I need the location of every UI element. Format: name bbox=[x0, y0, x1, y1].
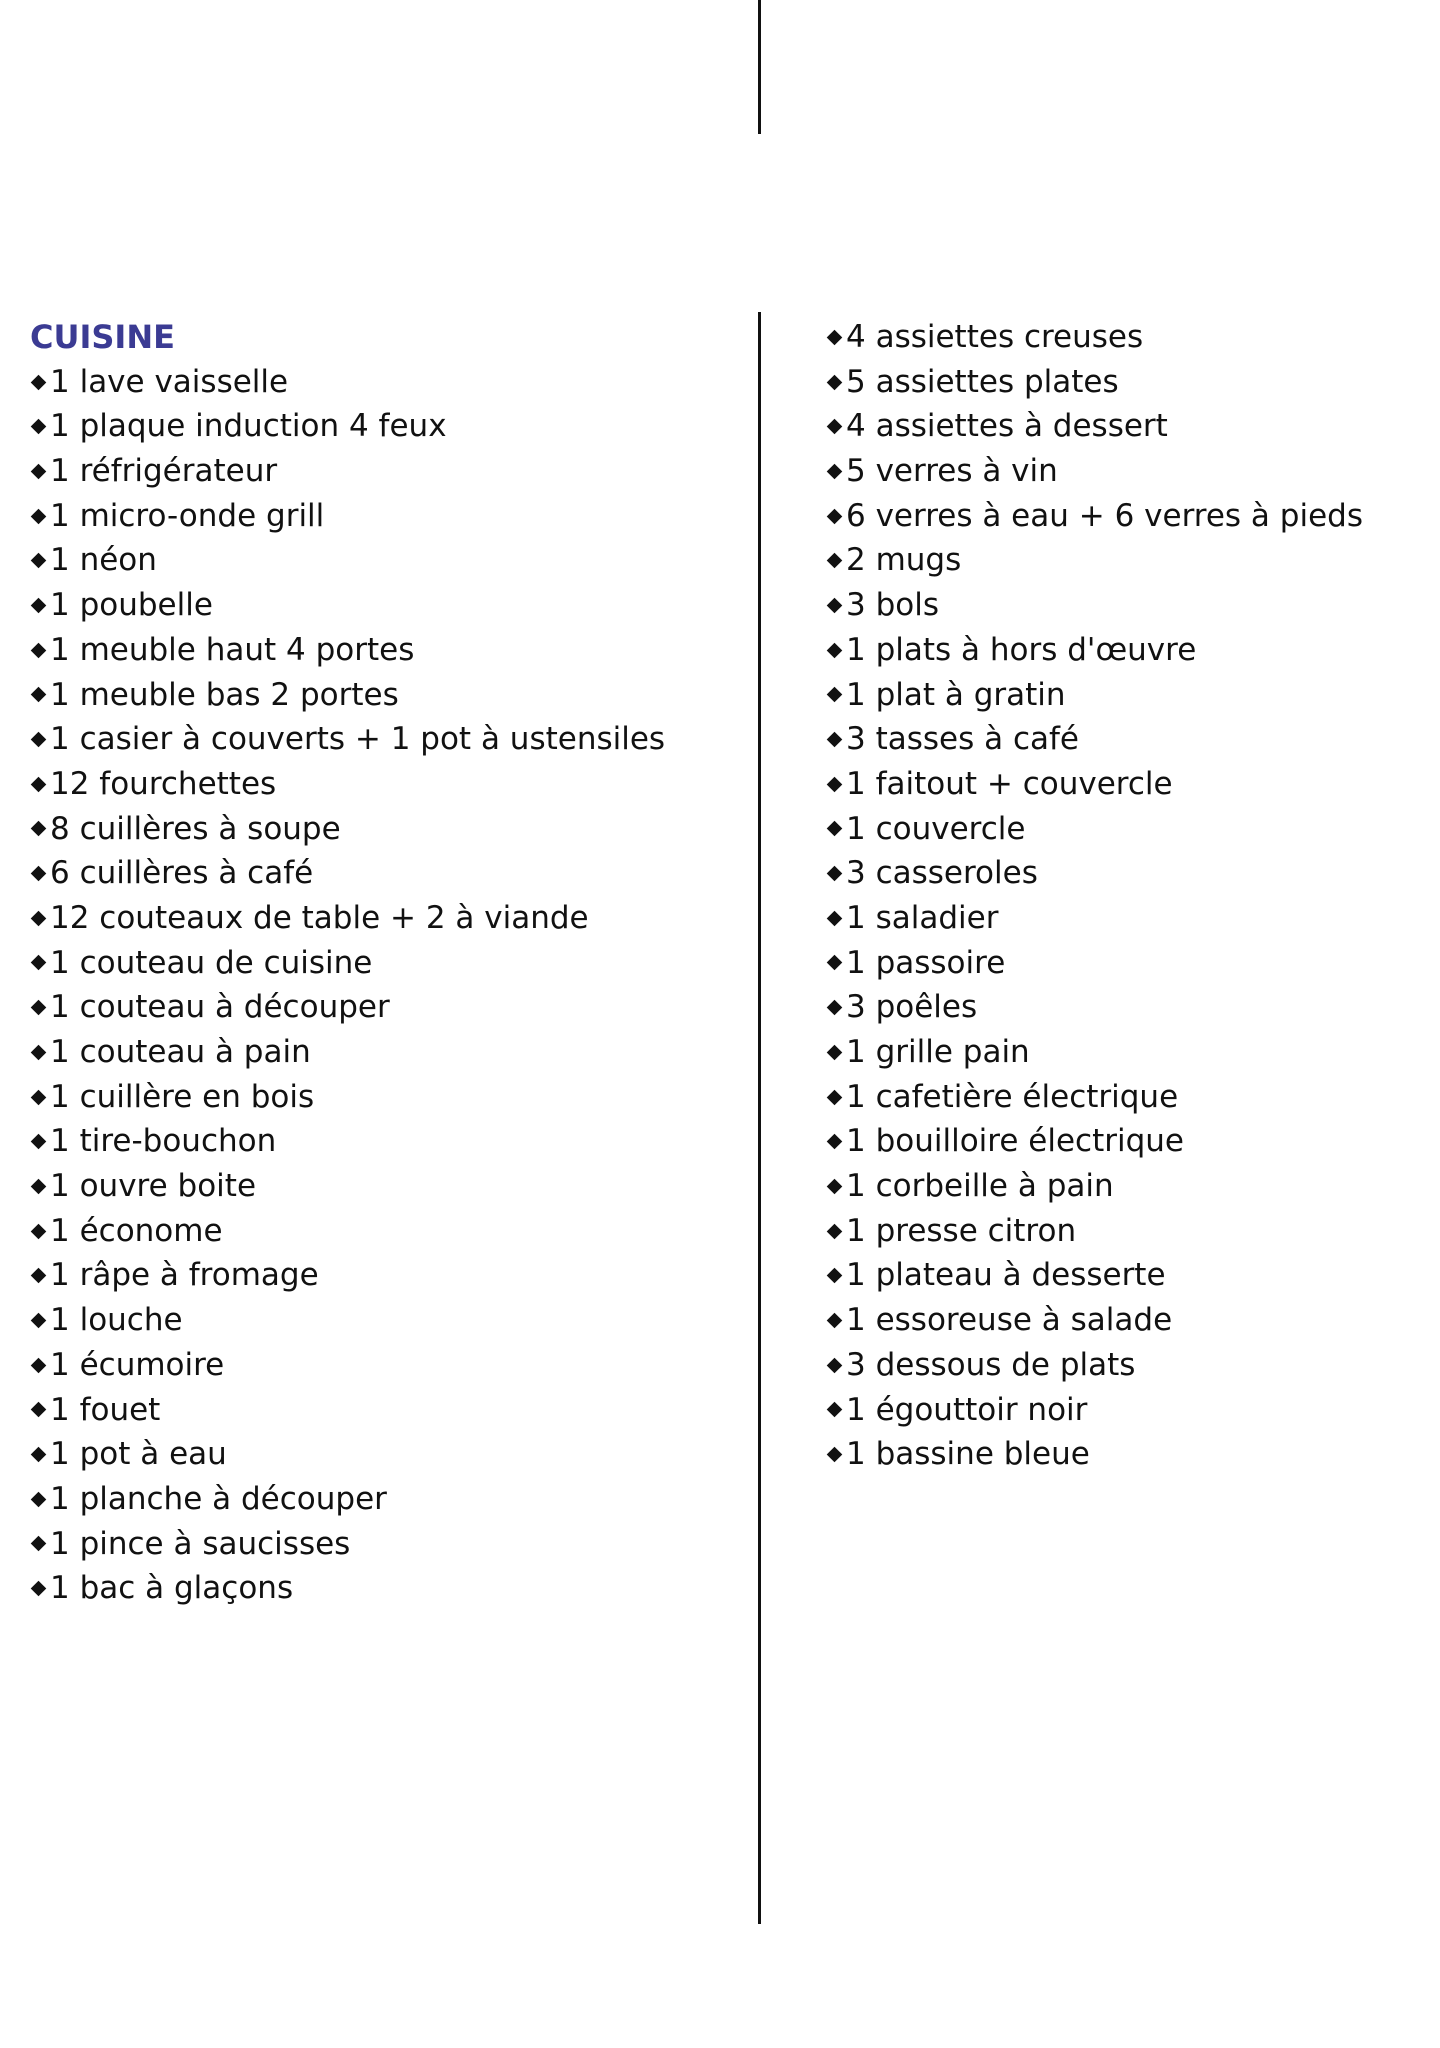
list-item bbox=[826, 1253, 1426, 1298]
list-item-text: 3 bols bbox=[846, 587, 939, 624]
diamond-bullet-icon bbox=[827, 732, 843, 748]
list-item bbox=[30, 1432, 740, 1477]
list-item bbox=[826, 1209, 1426, 1254]
list-item-text: 1 plat à gratin bbox=[846, 676, 1066, 713]
diamond-bullet-icon bbox=[31, 866, 47, 882]
list-item-text: 5 verres à vin bbox=[846, 453, 1058, 490]
list-item bbox=[30, 985, 740, 1030]
diamond-bullet-icon bbox=[31, 1447, 47, 1463]
list-item bbox=[826, 1298, 1426, 1343]
list-item bbox=[30, 1119, 740, 1164]
list-item bbox=[826, 717, 1426, 762]
diamond-bullet-icon bbox=[827, 1357, 843, 1373]
diamond-bullet-icon bbox=[827, 776, 843, 792]
list-item bbox=[30, 673, 740, 718]
list-item bbox=[30, 538, 740, 583]
list-item-text: 1 égouttoir noir bbox=[846, 1391, 1088, 1428]
list-item bbox=[30, 1209, 740, 1254]
list-item-text: 12 couteaux de table + 2 à viande bbox=[50, 899, 589, 936]
list-item-text: 1 couteau à découper bbox=[50, 989, 390, 1026]
diamond-bullet-icon bbox=[31, 1134, 47, 1150]
diamond-bullet-icon bbox=[31, 374, 47, 390]
list-item bbox=[826, 1432, 1426, 1477]
list-item-text: 1 corbeille à pain bbox=[846, 1168, 1114, 1205]
list-item bbox=[30, 896, 740, 941]
list-item-text: 3 dessous de plats bbox=[846, 1346, 1136, 1383]
list-item bbox=[826, 896, 1426, 941]
list-item-text: 1 cafetière électrique bbox=[846, 1078, 1179, 1115]
list-item bbox=[30, 628, 740, 673]
diamond-bullet-icon bbox=[31, 1313, 47, 1329]
list-item-text: 1 micro-onde grill bbox=[50, 497, 325, 534]
list-item bbox=[826, 360, 1426, 405]
list-item-text: 1 bac à glaçons bbox=[50, 1570, 294, 1607]
list-item bbox=[826, 851, 1426, 896]
list-item-text: 8 cuillères à soupe bbox=[50, 810, 341, 847]
list-item bbox=[826, 1388, 1426, 1433]
diamond-bullet-icon bbox=[31, 776, 47, 792]
list-item bbox=[826, 404, 1426, 449]
list-item-text: 1 louche bbox=[50, 1302, 183, 1339]
diamond-bullet-icon bbox=[31, 1536, 47, 1552]
list-item-text: 1 lave vaisselle bbox=[50, 363, 289, 400]
list-item-text: 6 cuillères à café bbox=[50, 855, 314, 892]
list-item bbox=[30, 1298, 740, 1343]
section-heading: CUISINE bbox=[30, 318, 175, 356]
list-item-text: 1 couteau de cuisine bbox=[50, 944, 373, 981]
diamond-bullet-icon bbox=[827, 866, 843, 882]
diamond-bullet-icon bbox=[31, 1402, 47, 1418]
diamond-bullet-icon bbox=[31, 1581, 47, 1597]
list-item bbox=[826, 762, 1426, 807]
diamond-bullet-icon bbox=[827, 1000, 843, 1016]
list-item-text: 3 tasses à café bbox=[846, 721, 1079, 758]
diamond-bullet-icon bbox=[31, 419, 47, 435]
diamond-bullet-icon bbox=[827, 911, 843, 927]
list-item-text: 4 assiettes creuses bbox=[846, 319, 1144, 355]
list-item bbox=[30, 404, 740, 449]
diamond-bullet-icon bbox=[827, 1402, 843, 1418]
list-item-text: 1 tire-bouchon bbox=[50, 1123, 277, 1160]
list-item-text: 1 planche à découper bbox=[50, 1480, 387, 1517]
list-item bbox=[30, 1522, 740, 1567]
left-column bbox=[30, 315, 740, 1611]
list-item-text: 1 couvercle bbox=[846, 810, 1026, 847]
list-item bbox=[826, 673, 1426, 718]
diamond-bullet-icon bbox=[827, 598, 843, 614]
list-item-text: 1 passoire bbox=[846, 944, 1006, 981]
list-item bbox=[30, 851, 740, 896]
diamond-bullet-icon bbox=[31, 1045, 47, 1061]
diamond-bullet-icon bbox=[827, 374, 843, 390]
list-item-text: 5 assiettes plates bbox=[846, 363, 1119, 400]
list-item bbox=[826, 1164, 1426, 1209]
list-item-text: 1 poubelle bbox=[50, 587, 213, 624]
list-item-text: 1 meuble bas 2 portes bbox=[50, 676, 399, 713]
diamond-bullet-icon bbox=[827, 1179, 843, 1195]
list-item bbox=[30, 807, 740, 852]
list-item bbox=[826, 583, 1426, 628]
diamond-bullet-icon bbox=[31, 687, 47, 703]
list-item-text: 1 néon bbox=[50, 542, 157, 579]
diamond-bullet-icon bbox=[827, 1268, 843, 1284]
diamond-bullet-icon bbox=[31, 1089, 47, 1105]
list-item bbox=[30, 1075, 740, 1120]
list-item-text: 1 saladier bbox=[846, 899, 999, 936]
list-item bbox=[826, 985, 1426, 1030]
list-item bbox=[826, 807, 1426, 852]
list-item bbox=[826, 315, 1426, 360]
diamond-bullet-icon bbox=[31, 1491, 47, 1507]
list-item bbox=[826, 941, 1426, 986]
list-item-text: 1 presse citron bbox=[846, 1212, 1077, 1249]
diamond-bullet-icon bbox=[827, 642, 843, 658]
list-item bbox=[826, 1119, 1426, 1164]
list-item bbox=[826, 628, 1426, 673]
list-item bbox=[30, 1030, 740, 1075]
list-item-text: 3 poêles bbox=[846, 989, 978, 1026]
list-item-text: 1 bouilloire électrique bbox=[846, 1123, 1184, 1160]
list-item bbox=[826, 494, 1426, 539]
list-item-text: 1 plaque induction 4 feux bbox=[50, 408, 447, 445]
list-item-text: 1 plateau à desserte bbox=[846, 1257, 1166, 1294]
list-item-text: 12 fourchettes bbox=[50, 765, 277, 802]
diamond-bullet-icon bbox=[31, 508, 47, 524]
diamond-bullet-icon bbox=[31, 1268, 47, 1284]
diamond-bullet-icon bbox=[827, 821, 843, 837]
list-item bbox=[30, 583, 740, 628]
list-item bbox=[30, 1253, 740, 1298]
diamond-bullet-icon bbox=[31, 553, 47, 569]
list-item bbox=[30, 449, 740, 494]
list-item-text: 1 grille pain bbox=[846, 1034, 1030, 1070]
list-item-text: 1 ouvre boite bbox=[50, 1168, 257, 1205]
diamond-bullet-icon bbox=[31, 821, 47, 837]
column-divider bbox=[758, 312, 761, 1924]
list-item-text: 1 pot à eau bbox=[50, 1436, 227, 1473]
list-item-text: 4 assiettes à dessert bbox=[846, 408, 1168, 445]
list-item-text: 1 râpe à fromage bbox=[50, 1257, 319, 1294]
diamond-bullet-icon bbox=[31, 732, 47, 748]
list-item bbox=[30, 494, 740, 539]
list-item-text: 3 casseroles bbox=[846, 855, 1038, 892]
diamond-bullet-icon bbox=[827, 1223, 843, 1239]
list-item-text: 1 meuble haut 4 portes bbox=[50, 631, 415, 668]
right-column bbox=[826, 315, 1426, 1477]
list-item bbox=[826, 449, 1426, 494]
list-item-text: 1 bassine bleue bbox=[846, 1436, 1090, 1473]
diamond-bullet-icon bbox=[827, 1313, 843, 1329]
column-divider-top bbox=[758, 0, 761, 134]
list-item bbox=[826, 538, 1426, 583]
diamond-bullet-icon bbox=[827, 330, 843, 346]
list-item-text: 1 essoreuse à salade bbox=[846, 1302, 1173, 1339]
diamond-bullet-icon bbox=[827, 687, 843, 703]
list-item-text: 1 casier à couverts + 1 pot à ustensiles bbox=[50, 721, 666, 758]
list-item bbox=[30, 1343, 740, 1388]
list-item bbox=[30, 717, 740, 762]
diamond-bullet-icon bbox=[827, 553, 843, 569]
list-item-text: 1 faitout + couvercle bbox=[846, 765, 1173, 802]
list-item bbox=[30, 1566, 740, 1611]
diamond-bullet-icon bbox=[827, 1089, 843, 1105]
diamond-bullet-icon bbox=[31, 955, 47, 971]
diamond-bullet-icon bbox=[31, 1223, 47, 1239]
list-item-text: 1 réfrigérateur bbox=[50, 453, 278, 490]
list-item-text: 1 pince à saucisses bbox=[50, 1525, 351, 1562]
list-item bbox=[30, 360, 740, 405]
list-item bbox=[30, 941, 740, 986]
diamond-bullet-icon bbox=[827, 508, 843, 524]
diamond-bullet-icon bbox=[31, 1357, 47, 1373]
diamond-bullet-icon bbox=[31, 642, 47, 658]
diamond-bullet-icon bbox=[31, 911, 47, 927]
list-item bbox=[826, 1030, 1426, 1075]
diamond-bullet-icon bbox=[827, 1134, 843, 1150]
list-item bbox=[30, 762, 740, 807]
diamond-bullet-icon bbox=[827, 419, 843, 435]
list-item bbox=[826, 1075, 1426, 1120]
list-item bbox=[30, 1477, 740, 1522]
list-item bbox=[30, 1388, 740, 1433]
list-item-text: 1 couteau à pain bbox=[50, 1034, 311, 1070]
list-item-text: 1 écumoire bbox=[50, 1346, 225, 1383]
list-item bbox=[826, 1343, 1426, 1388]
list-item-text: 1 plats à hors d'œuvre bbox=[846, 631, 1197, 668]
list-item-text: 1 fouet bbox=[50, 1391, 161, 1428]
diamond-bullet-icon bbox=[827, 955, 843, 971]
diamond-bullet-icon bbox=[827, 464, 843, 480]
diamond-bullet-icon bbox=[31, 464, 47, 480]
list-item-text: 1 économe bbox=[50, 1212, 223, 1249]
list-item-text: 6 verres à eau + 6 verres à pieds bbox=[846, 497, 1363, 534]
diamond-bullet-icon bbox=[827, 1447, 843, 1463]
diamond-bullet-icon bbox=[31, 1000, 47, 1016]
list-item bbox=[30, 1164, 740, 1209]
diamond-bullet-icon bbox=[31, 1179, 47, 1195]
list-item-text: 2 mugs bbox=[846, 542, 962, 579]
list-item-text: 1 cuillère en bois bbox=[50, 1078, 315, 1115]
diamond-bullet-icon bbox=[31, 598, 47, 614]
diamond-bullet-icon bbox=[827, 1045, 843, 1061]
